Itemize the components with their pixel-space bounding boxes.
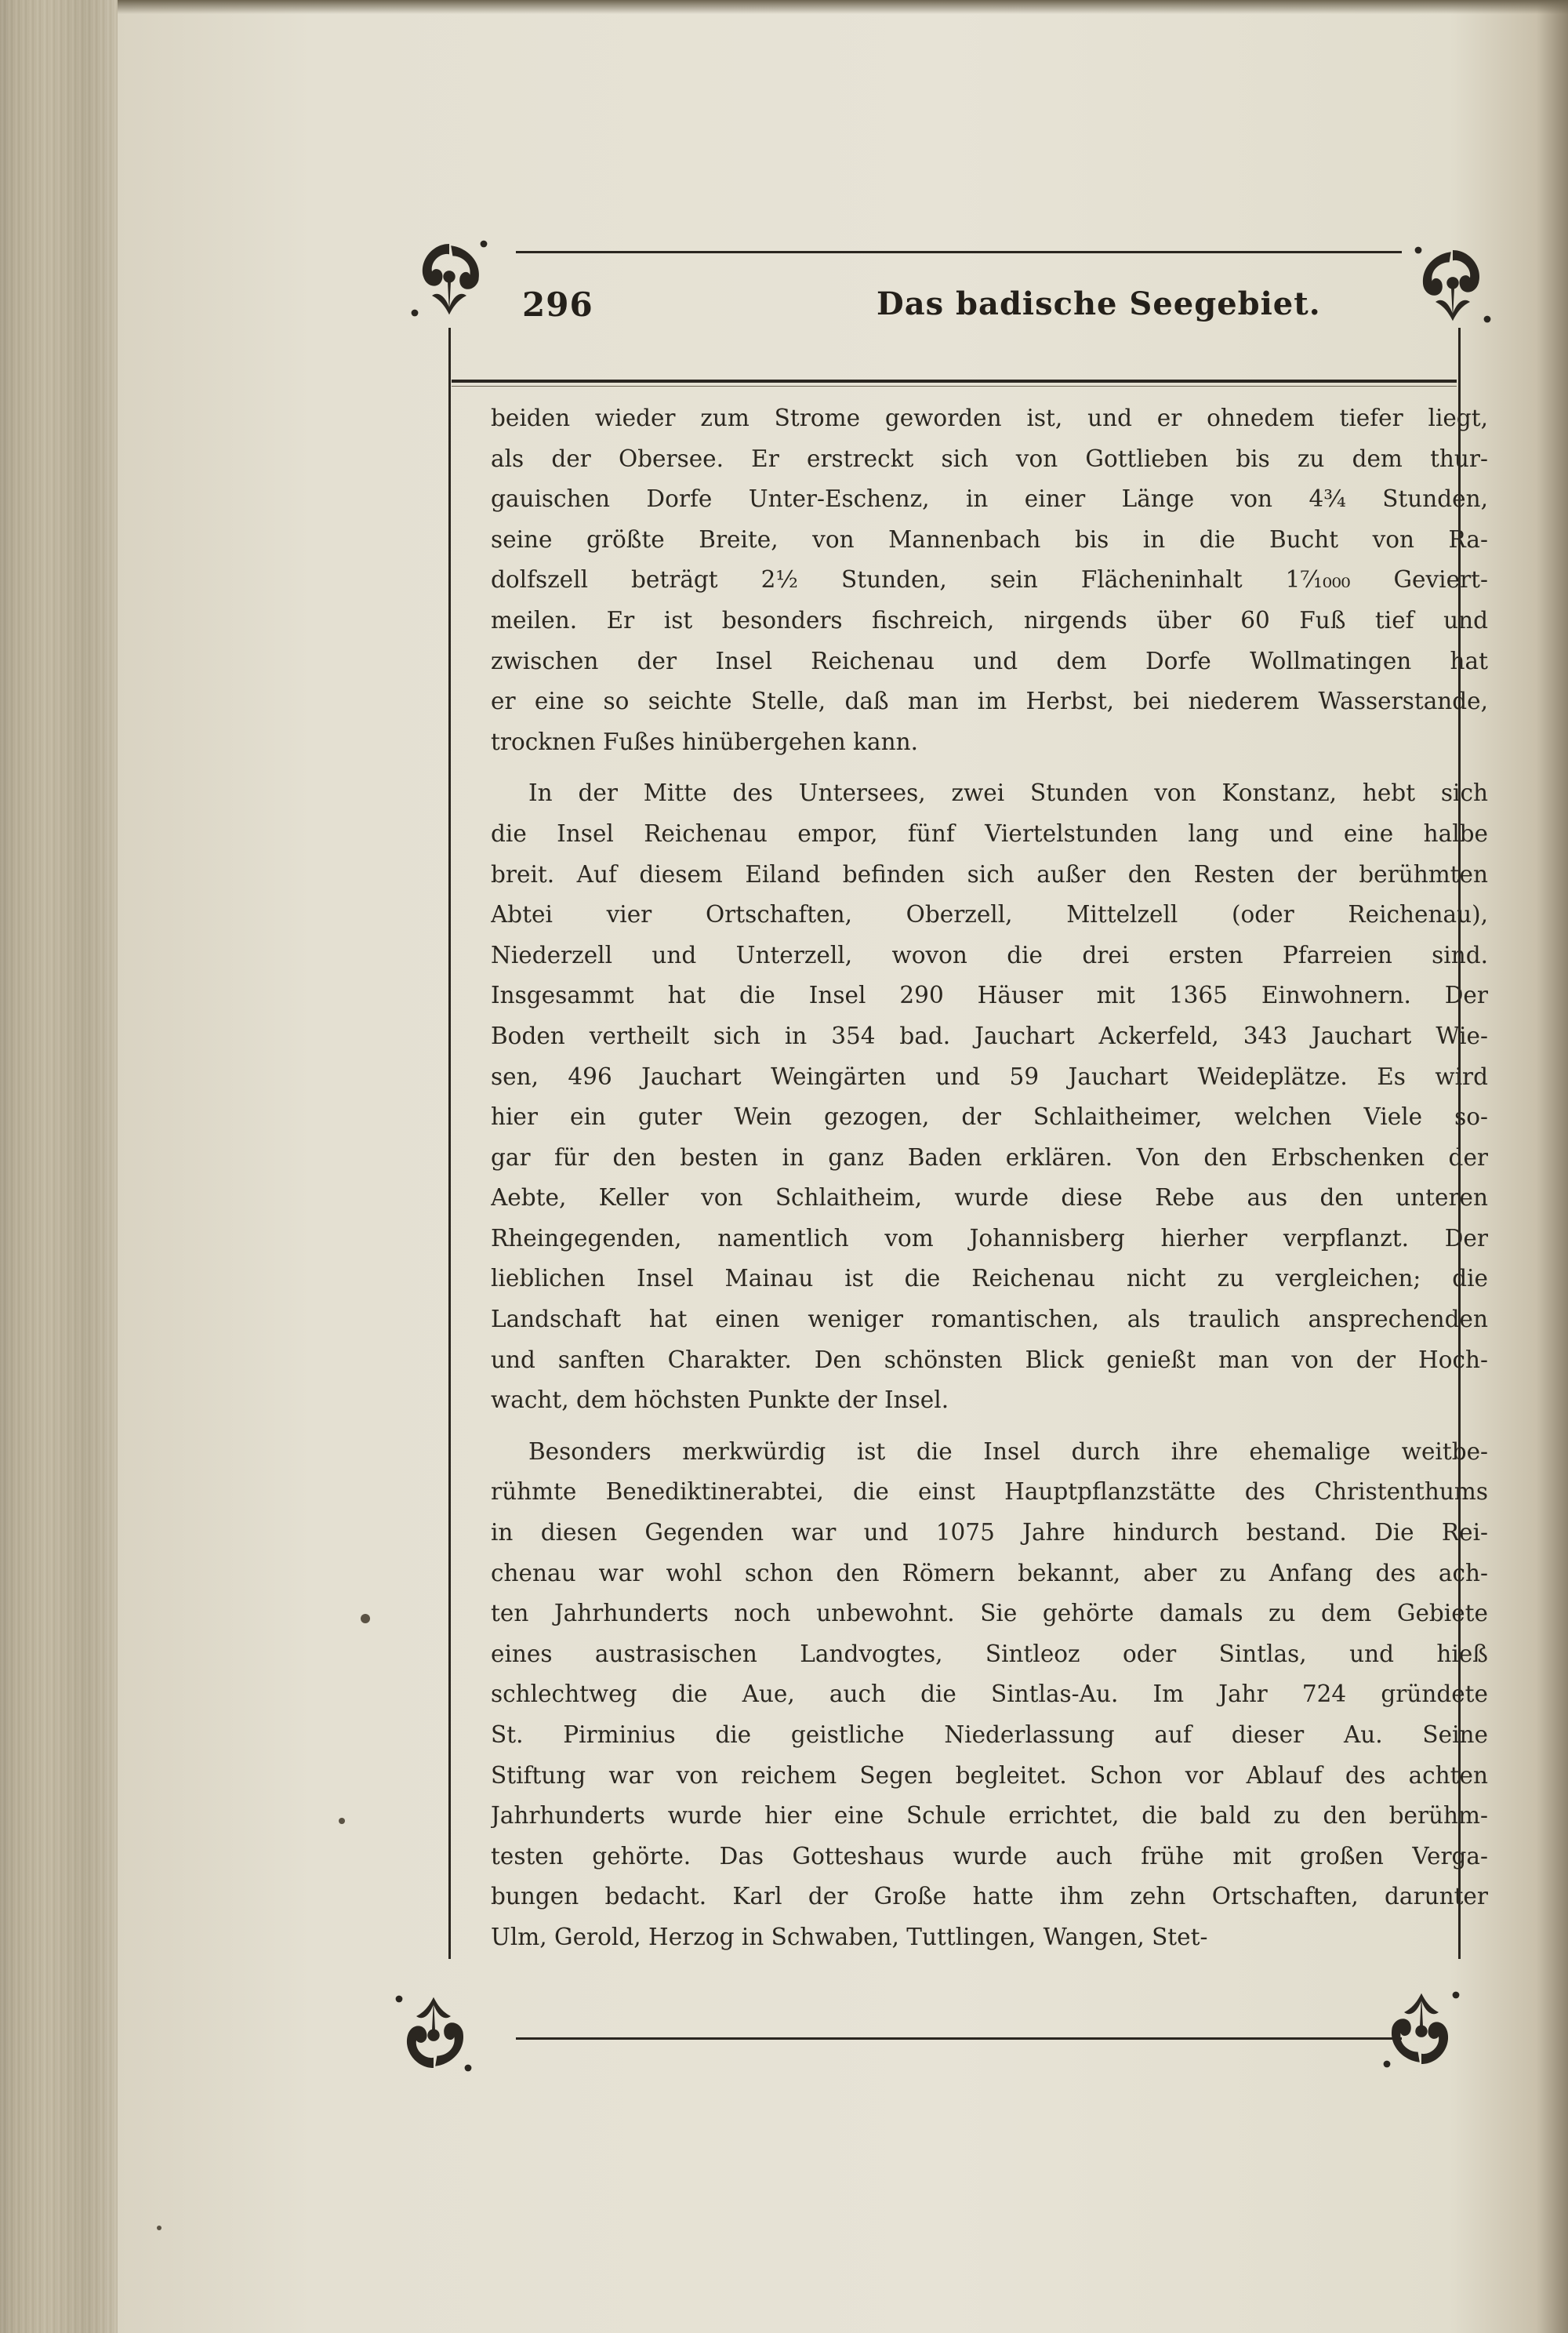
paragraph: [491, 773, 1488, 1421]
text-line: Aebte, Keller von Schlaitheim, wurde diese Rebe aus den unteren: [491, 1184, 1488, 1212]
page-number: 296: [522, 285, 593, 324]
text-line: schlechtweg die Aue, auch die Sintlas-Au. Im Jahr 724 gründete: [491, 1681, 1488, 1708]
text-line: zwischen der Insel Reichenau und dem Dorfe Wollmatingen hat: [491, 647, 1488, 674]
text-line: Stiftung war von reichem Segen begleitet. Schon vor Ablauf des achten: [491, 1761, 1488, 1789]
book-edge: [0, 0, 118, 2333]
text-line: die Insel Reichenau empor, fünf Viertelstunden lang und eine halbe: [491, 819, 1488, 847]
text-line: breit. Auf diesem Eiland befinden sich außer den Resten der berühmten: [491, 860, 1488, 888]
text-line: als der Obersee. Er erstreckt sich von Gottlieben bis zu dem thur-: [491, 445, 1488, 472]
corner-ornament-icon: [1378, 1986, 1465, 2073]
running-title: Das badische Seegebiet.: [877, 285, 1321, 322]
text-line: sen, 496 Jauchart Weingärten und 59 Jauchart Weideplätze. Es wird: [491, 1063, 1488, 1090]
text-line: St. Pirminius die geistliche Niederlassung auf dieser Au. Seine: [491, 1721, 1488, 1748]
scan-speck: [361, 1614, 370, 1623]
text-line: er eine so seichte Stelle, daß man im Herbst, bei niederem Wasserstande,: [491, 688, 1488, 715]
text-line: Ulm, Gerold, Herzog in Schwaben, Tuttlingen, Wangen, Stet-: [491, 1923, 1208, 1950]
text-line: rühmte Benediktinerabtei, die einst Hauptpflanzstätte des Christenthums: [491, 1478, 1488, 1506]
text-line: eines austrasischen Landvogtes, Sintleoz oder Sintlas, und hieß: [491, 1640, 1488, 1667]
frame-left-line: [448, 328, 451, 1959]
paragraph-gap: [491, 762, 1488, 773]
corner-ornament-icon: [390, 1990, 477, 2077]
text-line: in diesen Gegenden war und 1075 Jahre hindurch bestand. Die Rei-: [491, 1519, 1488, 1546]
corner-ornament-icon: [1410, 242, 1496, 328]
frame-top-line: [516, 251, 1402, 253]
text-line: Landschaft hat einen weniger romantischen, als traulich ansprechenden: [491, 1306, 1488, 1333]
body-text: [491, 398, 1488, 1958]
text-line: gauischen Dorfe Unter-Eschenz, in einer Länge von 4¾ Stunden,: [491, 485, 1488, 513]
text-line: und sanften Charakter. Den schönsten Blick genießt man von der Hoch-: [491, 1346, 1488, 1373]
text-line: Insgesammt hat die Insel 290 Häuser mit 1365 Einwohnern. Der: [491, 982, 1488, 1009]
text-line: Rheingegenden, namentlich vom Johannisberg hierher verpflanzt. Der: [491, 1224, 1488, 1252]
text-line: seine größte Breite, von Mannenbach bis in die Bucht von Ra-: [491, 525, 1488, 553]
frame-header-rule: [452, 380, 1457, 383]
paragraph: [491, 398, 1488, 762]
text-line: testen gehörte. Das Gotteshaus wurde auch frühe mit großen Verga-: [491, 1842, 1488, 1870]
text-line: lieblichen Insel Mainau ist die Reichenau nicht zu vergleichen; die: [491, 1265, 1488, 1292]
text-line: wacht, dem höchsten Punkte der Insel.: [491, 1386, 949, 1414]
scan-speck: [157, 2226, 162, 2230]
text-line: Besonders merkwürdig ist die Insel durch ihre ehemalige weitbe-: [528, 1437, 1488, 1465]
text-line: hier ein guter Wein gezogen, der Schlaitheimer, welchen Viele so-: [491, 1103, 1488, 1131]
text-line: ten Jahrhunderts noch unbewohnt. Sie gehörte damals zu dem Gebiete: [491, 1600, 1488, 1627]
text-line: In der Mitte des Untersees, zwei Stunden von Konstanz, hebt sich: [528, 779, 1488, 807]
scan-speck: [339, 1818, 345, 1824]
text-line: dolfszell beträgt 2½ Stunden, sein Flächeninhalt 1⁷⁄₁₀₀₀ Geviert-: [491, 566, 1488, 594]
paragraph: [491, 1432, 1488, 1958]
text-line: Boden vertheilt sich in 354 bad. Jauchart Ackerfeld, 343 Jauchart Wie-: [491, 1022, 1488, 1049]
page-frame: [437, 242, 1568, 2061]
text-line: chenau war wohl schon den Römern bekannt, aber zu Anfang des ach-: [491, 1559, 1488, 1586]
text-line: Niederzell und Unterzell, wovon die drei ersten Pfarreien sind.: [491, 941, 1488, 968]
book-page: [118, 6, 1537, 2333]
text-line: meilen. Er ist besonders fischreich, nirgends über 60 Fuß tief und: [491, 606, 1488, 634]
text-line: Jahrhunderts wurde hier eine Schule errichtet, die bald zu den berühm-: [491, 1802, 1488, 1830]
text-line: bungen bedacht. Karl der Große hatte ihm zehn Ortschaften, darunter: [491, 1883, 1488, 1910]
frame-header-rule-thin: [452, 386, 1457, 387]
frame-bottom-line: [516, 2037, 1402, 2040]
text-line: Abtei vier Ortschaften, Oberzell, Mittelzell (oder Reichenau),: [491, 901, 1488, 928]
text-line: gar für den besten in ganz Baden erklären. Von den Erbschenken der: [491, 1143, 1488, 1171]
corner-ornament-icon: [406, 235, 492, 322]
text-line: beiden wieder zum Strome geworden ist, und er ohnedem tiefer liegt,: [491, 405, 1488, 431]
paragraph-gap: [491, 1421, 1488, 1432]
text-line: trocknen Fußes hinübergehen kann.: [491, 728, 918, 755]
